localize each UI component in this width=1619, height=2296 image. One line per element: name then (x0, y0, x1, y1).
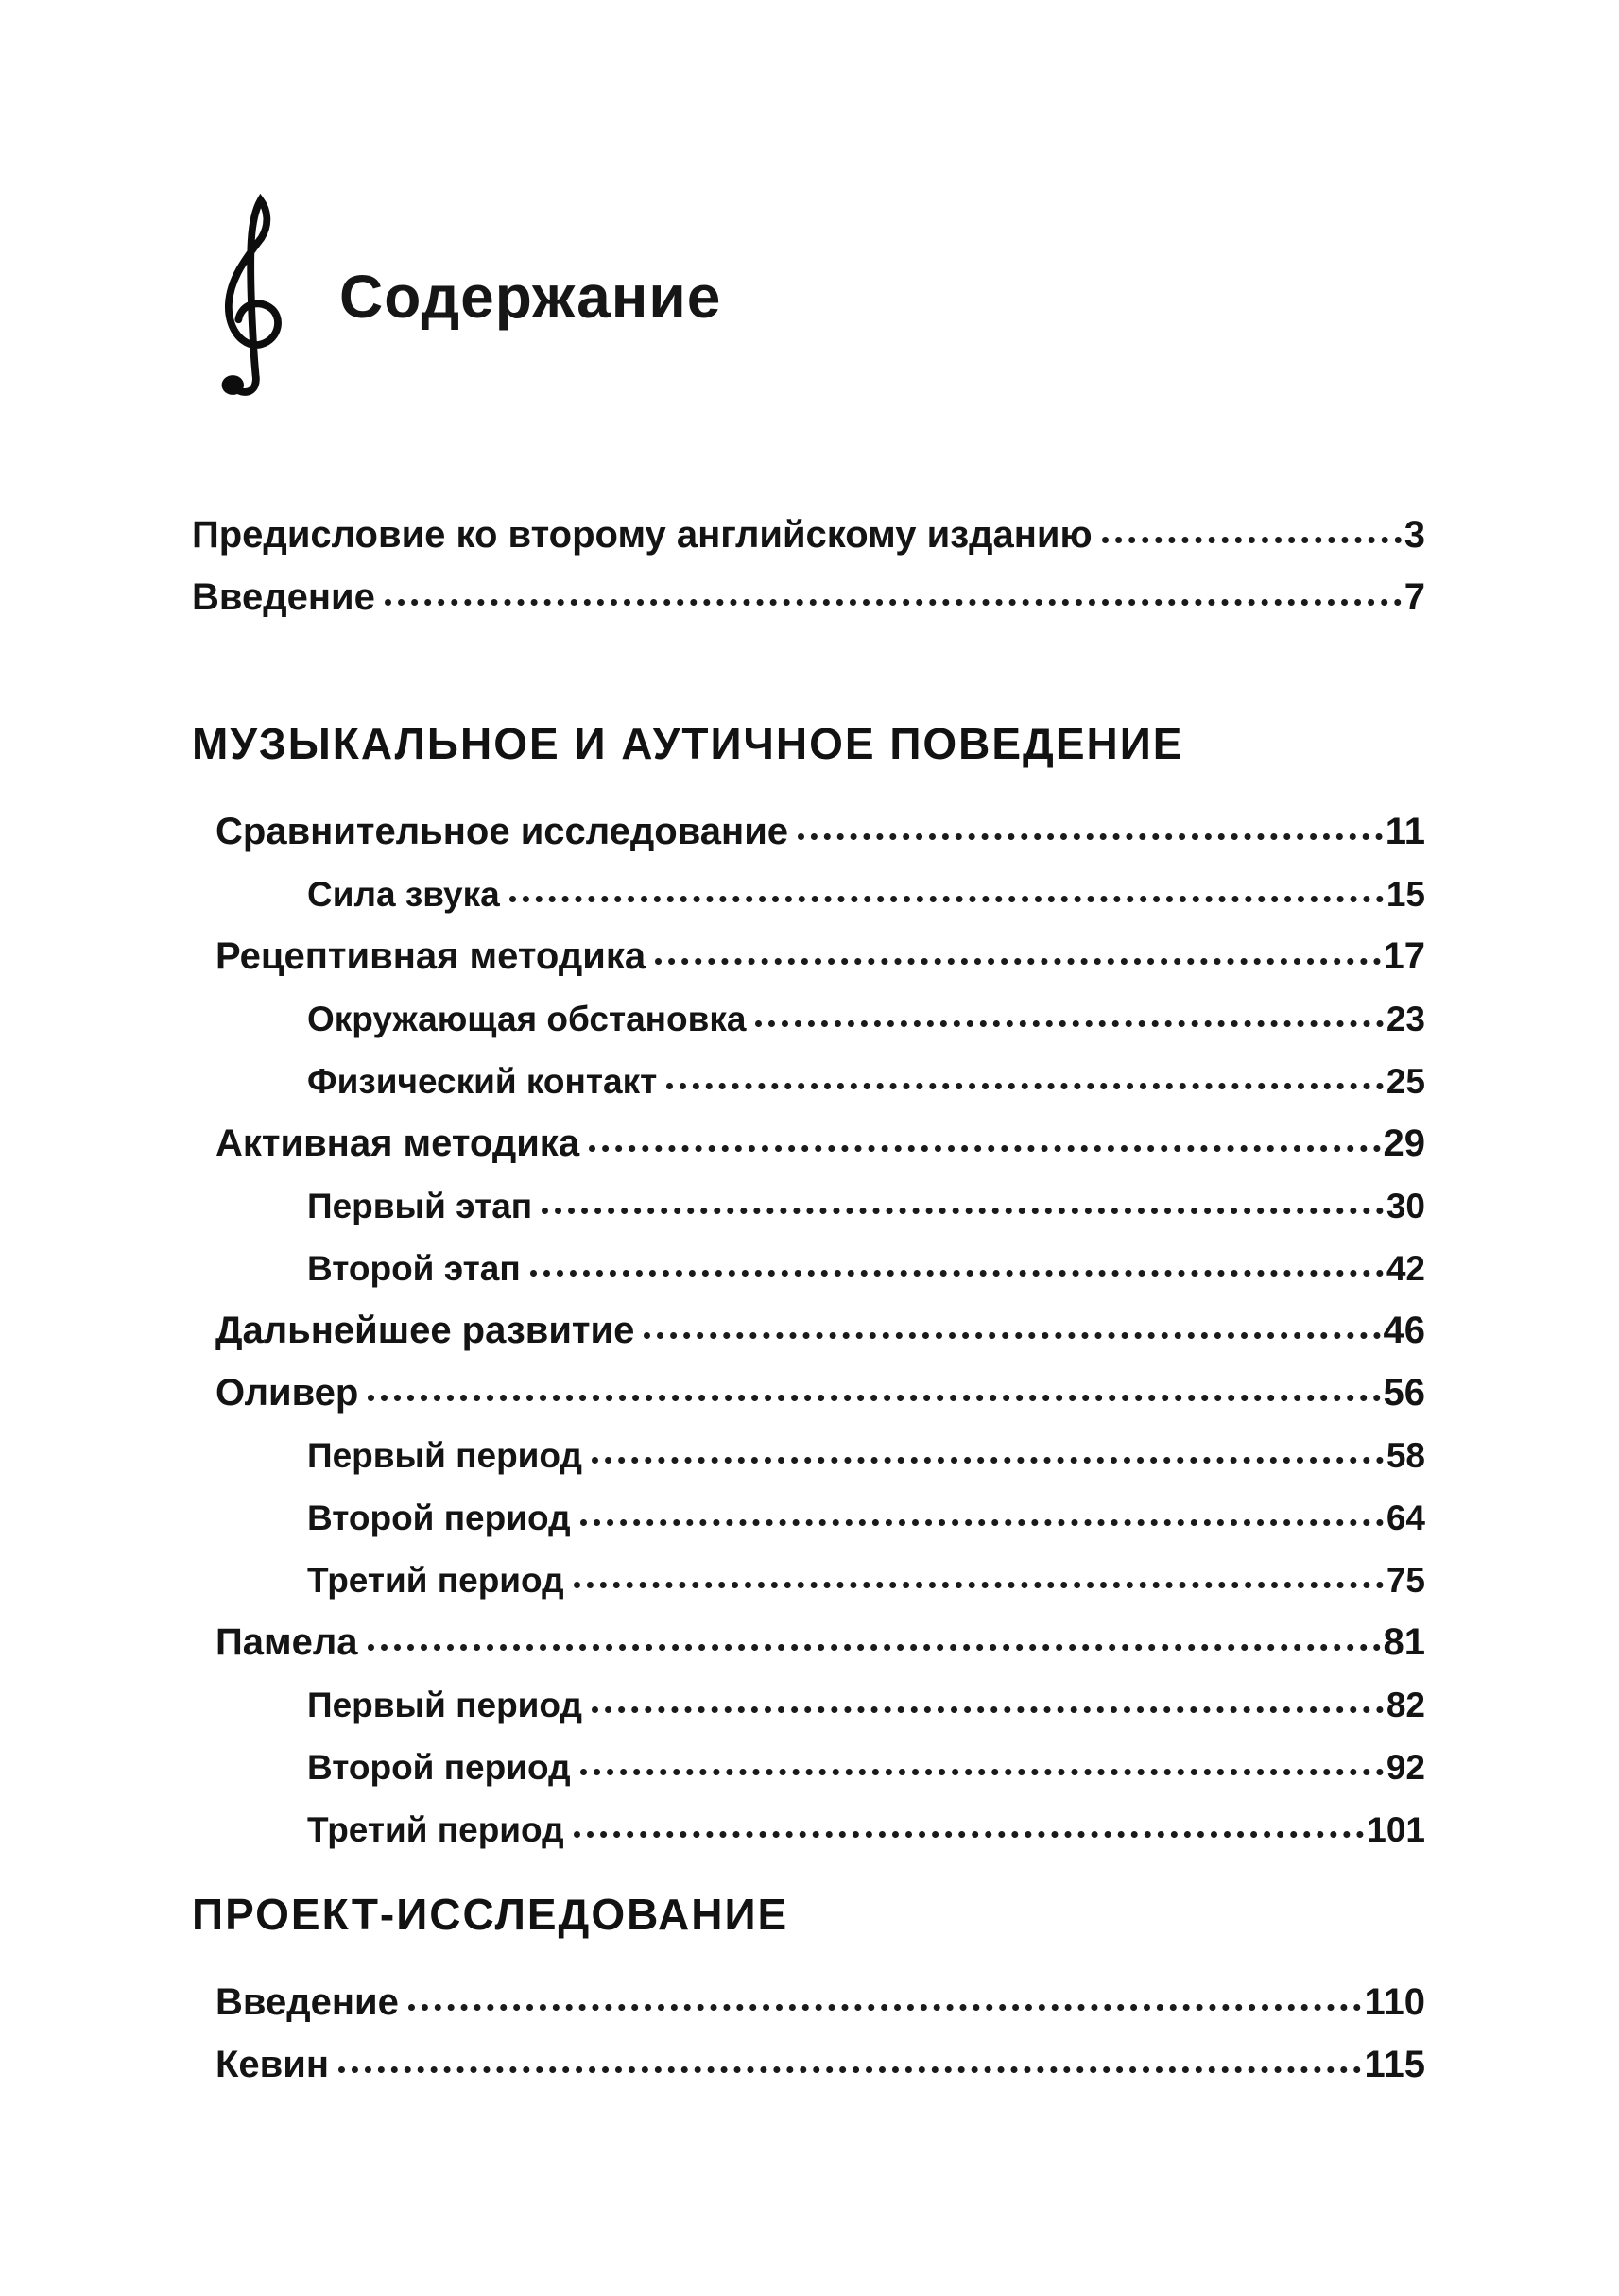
toc-entry-page: 25 (1386, 1062, 1425, 1102)
dotted-leader (542, 1208, 1384, 1214)
toc-entry-page: 7 (1404, 576, 1425, 618)
section-heading: ПРОЕКТ-ИССЛЕДОВАНИЕ (192, 1890, 789, 1939)
dotted-leader (368, 1644, 1381, 1651)
toc-entry-label: Третий период (307, 1810, 564, 1850)
dotted-leader (509, 896, 1384, 902)
toc-entry (215, 1289, 1425, 1351)
toc-entry-page: 115 (1364, 2044, 1425, 2085)
toc-entry-page: 110 (1364, 1981, 1425, 2023)
toc-entry-label: Физический контакт (307, 1062, 658, 1102)
toc-entry-label: Активная методика (215, 1122, 580, 1164)
dotted-leader (644, 1332, 1380, 1339)
dotted-leader (338, 2066, 1361, 2073)
toc-entry (215, 1961, 1425, 2023)
toc-entry (215, 790, 1425, 852)
toc-entry-page: 64 (1386, 1499, 1425, 1538)
toc-entry-page: 30 (1386, 1187, 1425, 1226)
toc-entry (307, 1725, 1425, 1788)
toc-entry-label: Рецептивная методика (215, 935, 646, 977)
toc-entry (307, 1164, 1425, 1226)
toc-entry-page: 23 (1386, 1000, 1425, 1039)
toc-entry-page: 42 (1386, 1249, 1425, 1289)
toc-entry (307, 1039, 1425, 1102)
dotted-leader (655, 958, 1380, 965)
toc-entry-label: Первый период (307, 1436, 583, 1476)
toc-entry-label: Третий период (307, 1561, 564, 1601)
dotted-leader (755, 1020, 1383, 1027)
dotted-leader (589, 1145, 1380, 1152)
toc-entry (192, 556, 1425, 618)
toc-entry-page: 92 (1386, 1748, 1425, 1788)
toc-entry (307, 977, 1425, 1039)
toc-entry (307, 1663, 1425, 1725)
dotted-leader (592, 1457, 1384, 1464)
toc-entry (307, 1414, 1425, 1476)
dotted-leader (574, 1831, 1365, 1838)
dotted-leader (408, 2004, 1362, 2011)
dotted-leader (368, 1395, 1380, 1401)
toc-entry-label: Сравнительное исследование (215, 811, 789, 852)
dotted-leader (1102, 537, 1402, 543)
toc-entry (192, 493, 1425, 556)
toc-entry (307, 1476, 1425, 1538)
dotted-leader (592, 1706, 1384, 1713)
toc-entry-page: 101 (1367, 1810, 1425, 1850)
dotted-leader (798, 833, 1383, 840)
treble-clef-icon (203, 194, 290, 406)
dotted-leader (580, 1769, 1384, 1775)
toc-entry-page: 3 (1404, 514, 1425, 556)
toc-entry (215, 2023, 1425, 2085)
toc-entry-label: Второй этап (307, 1249, 521, 1289)
toc-entry-label: Введение (215, 1981, 399, 2023)
toc-entry (215, 1351, 1425, 1414)
toc-entry-label: Дальнейшее развитие (215, 1310, 635, 1351)
dotted-leader (530, 1270, 1384, 1277)
toc-entry-label: Кевин (215, 2044, 329, 2085)
toc-entry (307, 1538, 1425, 1601)
toc-entry-page: 56 (1383, 1372, 1425, 1414)
toc-entry (307, 1226, 1425, 1289)
dotted-leader (574, 1582, 1384, 1588)
page-header (203, 194, 721, 406)
toc-entry-page: 29 (1383, 1122, 1425, 1164)
dotted-leader (580, 1519, 1384, 1526)
dotted-leader (666, 1083, 1384, 1089)
toc-entry (307, 1788, 1425, 1850)
toc-entry-label: Окружающая обстановка (307, 1000, 747, 1039)
toc-entry-label: Предисловие ко второму английскому изданию (192, 514, 1093, 556)
toc-entry-label: Второй период (307, 1748, 571, 1788)
table-of-contents (192, 493, 1425, 2085)
toc-entry-label: Первый этап (307, 1187, 533, 1226)
toc-entry-page: 15 (1386, 875, 1425, 915)
toc-entry-page: 81 (1383, 1621, 1425, 1663)
toc-entry-page: 82 (1386, 1686, 1425, 1725)
toc-entry-label: Второй период (307, 1499, 571, 1538)
toc-entry (307, 852, 1425, 915)
toc-entry-page: 75 (1386, 1561, 1425, 1601)
toc-entry (215, 1102, 1425, 1164)
toc-entry-label: Сила звука (307, 875, 500, 915)
section-heading: МУЗЫКАЛЬНОЕ И АУТИЧНОЕ ПОВЕДЕНИЕ (192, 719, 1184, 768)
toc-entry-label: Памела (215, 1621, 358, 1663)
page-title: Содержание (339, 263, 722, 331)
toc-entry-page: 58 (1386, 1436, 1425, 1476)
toc-entry (215, 1601, 1425, 1663)
toc-entry-label: Первый период (307, 1686, 583, 1725)
toc-entry-page: 17 (1383, 935, 1425, 977)
toc-entry-label: Оливер (215, 1372, 359, 1414)
toc-entry-page: 46 (1383, 1310, 1425, 1351)
toc-entry-page: 11 (1385, 811, 1425, 852)
toc-entry-label: Введение (192, 576, 375, 618)
toc-entry (215, 915, 1425, 977)
dotted-leader (385, 599, 1402, 606)
